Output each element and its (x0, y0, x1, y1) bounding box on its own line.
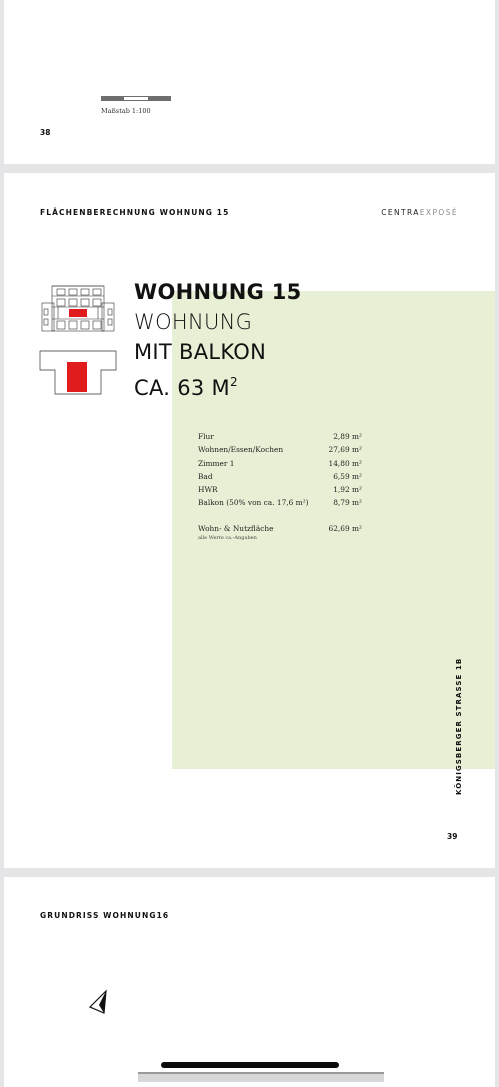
headline-balcony: MIT BALKON (134, 340, 267, 364)
page-38 (4, 0, 495, 164)
headline-apartment: WOHNUNG 15 (134, 280, 302, 304)
table-row: Balkon (50% von ca. 17,6 m²) 8,79 m² (198, 498, 362, 508)
total-row: Wohn- & Nutzfläche 62,69 m² (198, 523, 362, 533)
floor-plan-edge (138, 1072, 384, 1082)
scale-label: Maßstab 1:100 (101, 107, 151, 115)
page-number: 38 (40, 128, 51, 137)
page-title: FLÄCHENBERECHNUNG WOHNUNG 15 (40, 208, 230, 217)
floor-plan-icon (39, 350, 117, 395)
brand-logo: CENTRAEXPOSÉ (381, 208, 458, 217)
table-row: Zimmer 1 14,80 m² (198, 458, 362, 468)
page-number: 39 (447, 832, 458, 841)
table-row: Wohnen/Essen/Kochen 27,69 m² (198, 445, 362, 455)
scale-bar (101, 96, 171, 101)
page-title: GRUNDRISS WOHNUNG16 (40, 911, 170, 920)
headline-type: WOHNUNG (134, 310, 253, 334)
table-row: Bad 6,59 m² (198, 471, 362, 481)
page-39 (4, 173, 495, 868)
table-row: Flur 2,89 m² (198, 432, 362, 441)
values-note: alle Werte ca.-Angaben (198, 535, 257, 542)
table-row: HWR 1,92 m² (198, 485, 362, 495)
area-table (198, 430, 362, 542)
home-indicator[interactable] (161, 1062, 339, 1068)
headline-size: CA. 63 $M^2$ (134, 375, 238, 400)
north-arrow-icon (88, 989, 110, 1015)
page-40 (4, 877, 495, 1087)
building-elevation-icon (39, 283, 117, 333)
street-address: KÖNIGSBERGER STRASSE 1B (455, 657, 463, 795)
